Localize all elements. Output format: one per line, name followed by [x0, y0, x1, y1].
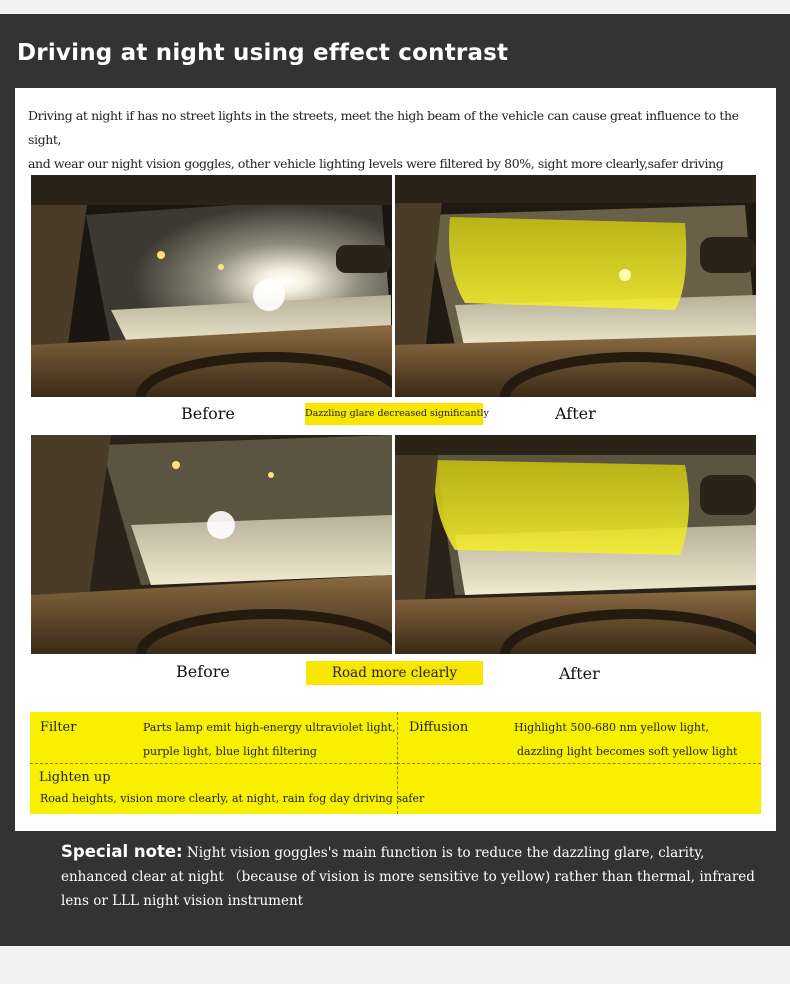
road-highlight: Road more clearly — [306, 661, 483, 685]
special-note — [61, 840, 761, 913]
photo-before-2 — [31, 435, 392, 654]
before-label-1: Before — [181, 404, 235, 423]
filter-line-1: Parts lamp emit high-energy ultraviolet light, — [143, 721, 396, 734]
diffusion-line-2: dazzling light becomes soft yellow light — [517, 745, 738, 758]
content-panel — [0, 14, 790, 946]
after-label-1: After — [555, 404, 596, 423]
lighten-key: Lighten up — [39, 770, 111, 785]
lighten-line-1: Road heights, vision more clearly, at night, rain fog day driving safer — [40, 792, 425, 805]
photo-before-1 — [31, 175, 392, 397]
glare-highlight: Dazzling glare decreased significantly — [305, 403, 483, 425]
diffusion-line-1: Highlight 500-680 nm yellow light, — [514, 721, 709, 734]
filter-line-2: purple light, blue light filtering — [143, 745, 317, 758]
special-note-text: Night vision goggles's main function is to reduce the dazzling glare, clarity, enhanced clear at night （because of vision is more sensitive to yellow) rather than thermal, infrared lens or LLL night vision instrument — [61, 845, 755, 909]
after-label-2: After — [559, 664, 600, 683]
intro-line-2: and wear our night vision goggles, other vehicle lighting levels were filtered by 80%, sight more clearly,safer driving — [28, 156, 724, 171]
diffusion-key: Diffusion — [409, 720, 469, 735]
intro-text — [28, 104, 768, 176]
page-title: Driving at night using effect contrast — [17, 40, 509, 66]
comparison-card — [15, 88, 776, 831]
special-note-label: Special note: — [61, 842, 183, 861]
feature-info-box — [30, 712, 761, 814]
photo-after-2 — [395, 435, 756, 654]
before-label-2: Before — [176, 662, 230, 681]
intro-line-1: Driving at night if has no street lights in the streets, meet the high beam of the vehicle can cause great influence to the sight, — [28, 108, 739, 147]
filter-key: Filter — [40, 720, 77, 735]
photo-after-1 — [395, 175, 756, 397]
